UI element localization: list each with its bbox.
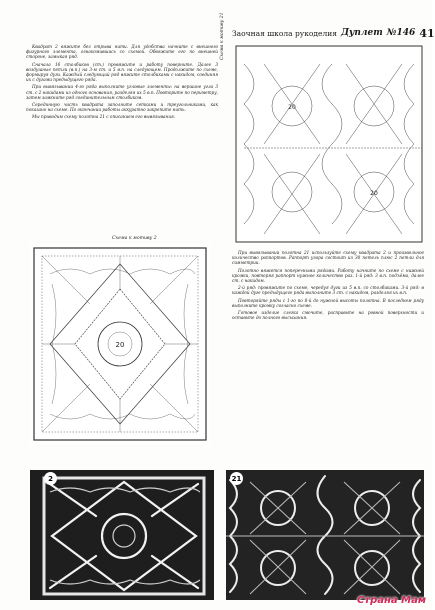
paragraph: Квадрат 2 вяжите без отрыва нити. Для удобства начните с внешнего фигурного элемента, ознакомившись со схемой. Обвяжите его по внешней стороне, замыкая ряд. (26, 44, 218, 60)
diagram-caption: Схема к мотиву 2 (112, 236, 157, 241)
photo-number-badge: 21 (230, 472, 243, 485)
instructions-right (232, 250, 424, 466)
square-diagram-drawing (30, 244, 210, 444)
lace-photo-2-image (30, 470, 214, 600)
lace-photo-21 (226, 470, 424, 600)
paragraph: При вывязывании 4-го ряда выполните угловые элементы: на вершине угла 3 ст. с 2 накидами из одного основания, разделяя их 5 в.п. Повторите по периметру, затем замкните ряд соединительным столбиком. (26, 84, 218, 100)
lace-photo-21-image (226, 470, 424, 600)
square-motif-diagram (30, 244, 210, 444)
paragraph: 2-й ряд: провяжите по схеме, чередуя дуги из 5 в.п. со столбиками. 3-й ряд: в каждой дуге предыдущего ряда выполните 3 ст. с накидом, разделяя их в.п. (232, 285, 424, 296)
square-diagram-label: 20 (115, 341, 125, 349)
lace-diagram-label: 20 (370, 190, 378, 197)
instructions-left (26, 44, 218, 234)
diagram-caption: Схема к мотиву 21 (220, 12, 225, 60)
paragraph: Мы приводим схему полотна 21 с описанием его вывязывания. (32, 114, 176, 120)
lace-diagram-drawing (234, 44, 424, 244)
paragraph: Сначала 16 столбиков (ст.) провяжите и работу поверните. Далее 3 воздушные петли (в.п.) на 3-м ст. и 5 в.п. на следующем. Продолжите по схеме, формируя дуги. Каждый следующий ряд вяжите столбиками с накидом, соединяя их с дугами предыдущего ряда. (26, 61, 218, 83)
paragraph: Серединную часть квадрата заполните сетками и треугольниками, как показано на схеме. По окончании работы аккуратно закрепите нить. (26, 102, 218, 113)
lace-diagram-label: 20 (288, 104, 296, 111)
page-number: 41 (419, 26, 435, 40)
paragraph: При вывязывании полотна 21 используйте схему квадрата 2 и произвольное количество раппортов. Раппорт узора состоит из 30 петель плюс 2 петли для симметрии. (232, 250, 424, 266)
paragraph: Повторяйте ряды с 1-го по 8-й до нужной высоты полотна. В последнем ряду выполните кромку согласно схеме. (232, 297, 424, 308)
school-title: Заочная школа рукоделия (232, 28, 337, 38)
issue-number: №146 (386, 28, 416, 38)
lace-photo-2 (30, 470, 214, 600)
paragraph: Полотно вяжется поперечными рядами. Работу начните по схеме с нижней кромки, повторяя раппорт нужное количество раз. 1-й ряд: 3 в.п. подъёма, далее ст. с накидом. (232, 267, 424, 284)
paragraph: Готовое изделие слегка смочите, расправьте на ровной поверхности и оставьте до полного высыхания. (232, 310, 424, 321)
page-header (232, 26, 435, 40)
magazine-name: Дуплет (340, 28, 383, 38)
photo-number-badge: 2 (44, 472, 57, 485)
site-watermark: Страна Мам (356, 595, 426, 606)
lace-motif-diagram (234, 44, 424, 244)
